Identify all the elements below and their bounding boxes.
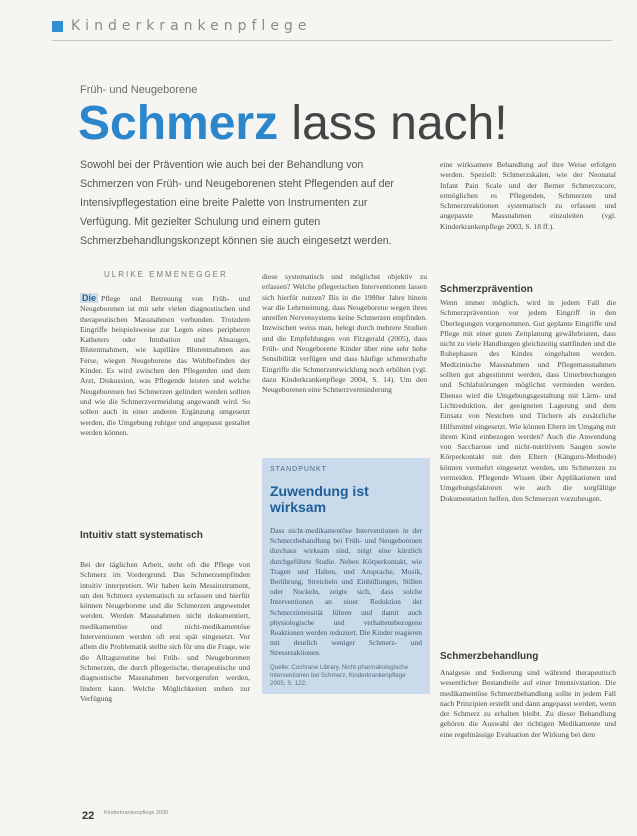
info-box-source: Quelle: Cochrane Library. Nicht-pharmakologische Interventionen bei Schmerz, Kinderkrankenpflege 2005, S. 122. [270, 664, 409, 687]
body-column-1b: Bei der täglichen Arbeit, steht oft die Pflege von Schmerz im Vordergrund. Das Schmerzempfinden intuitiv interpretiert. Wir haben kein Messinstrument, um den Schmerz systematisch zu erfassen und hierfür können Neugeborene und die Schmerzen angewendet werden. Werden Massnahmen nicht dokumentiert, medikamentöse und nicht-medikamentöse Interventionen werden oft erst spät eingesetzt. Vor allem die Problematik stellte sich für uns die Frage, wie die Alltagsroutine bei Früh- und Neugeborenen Schmerzen, die durch pflegerische, therapeutische und diagnostische Massnahmen hervorgerufen werden, lindern kann. Welche Möglichkeiten stehen zur Verfügung [80, 560, 250, 703]
drop-cap: Die [82, 293, 97, 303]
info-box-tag: STANDPUNKT [270, 466, 327, 473]
body-text-1: Pflege und Betreuung von Früh- und Neugeborenen ist mit sehr vielen diagnostischen und therapeutischen Massnahmen verbunden. Trotzdem Eingriffe beispielsweise zur Legen eines peripheren Katheters oder Intubation und Absaugen, Blutentnahmen, wie kapilläre Blutentnahmen aus Ferse, wiegen Neugeborene das Wohlbefinden der Kinder. Es wird zwischen den Pflegenden und dem Arzt, Diskussion, was Pflegende leisten und welche Neugeborenen bei Schmerzen gelindert werden sollten und wie die Schmerzvermeidung angewandt wird. So sollen auch in einer anderen Ergänzung umgesetzt werden, die Umgebung ruhiger und angepasst gestaltet werden können. [80, 294, 250, 437]
article-title [78, 96, 508, 152]
page-number: 22 [82, 810, 95, 822]
subhead-behandlung: Schmerzbehandlung [440, 651, 539, 662]
info-box [262, 458, 430, 694]
section-label: Kinderkrankenpflege [71, 18, 312, 34]
body-column-3c: Analgesie und Sedierung sind während therapeutisch wesentlicher Bestandteile auf einer Intensivstation. Die medikamentöse Schmerzbehandlung sollte in jedem Fall nach Prinzipien erstellt und dann angepasst werden, wenn der Schmerz zu erhalten bleibt. Zu dieser Behandlung gehören die Auswahl der richtigen Medikamente und eine regelmässige Evaluation der Wirkung bei dem [440, 668, 616, 739]
info-box-title: Zuwendung ist wirksam [270, 483, 369, 515]
subhead-intuitiv: Intuitiv statt systematisch [80, 530, 203, 541]
subhead-praevention: Schmerzprävention [440, 284, 533, 295]
header-divider [52, 40, 612, 41]
article-overline: Früh- und Neugeborene [80, 84, 198, 96]
page-footer-meta: Kinderkrankenpflege 2005 [104, 810, 169, 816]
section-square-icon [52, 21, 63, 32]
title-rest: lass nach! [278, 97, 508, 150]
title-highlight: Schmerz [78, 97, 279, 150]
info-box-body: Dass nicht-medikamentöse Interventionen in der Schmerzbehandlung bei Früh- und Neugeborenen durchaus wirksam sind, zeigt eine kürzlich durchgeführte Studie. Neben Körperkontakt, wie Tragen und Halten, und Ansprache, Musik, Berührung, Streicheln und Einhüllungen, Stillen oder Nuckeln, zeigte sich, dass solche Interventionen an einer Reduktion der Schmerzintensität führen und damit auch physiologische und verhaltensbezogene Reaktionen werden reduziert. Die Kinder reagieren mit deutlich weniger Schmerz- und Stressreaktionen. [270, 526, 422, 658]
section-kicker [52, 18, 311, 34]
body-column-3: eine wirksamere Behandlung auf ihre Weise erfolgen werden. Speziell: Schmerzskalen, wie der Neonatal Infant Pain Scale und der Berner Schmerzscore, ermöglichen es Pflegenden, Schmerzen und Schmerzreaktionen systematisch zu erfassen und angepasste Massnahmen einzuleiten (vgl. Kinderkrankenpflege 2003, S. 18 ff.). [440, 160, 616, 231]
body-column-1 [80, 293, 250, 438]
body-column-3b: Wenn immer möglich, wird in jedem Fall die Schmerzprävention vor jedem Eingriff in den Überlegungen vorgenommen. Gut geplante Eingriffe und Pflege mit einer guten Zeitplanung gewährleisten, dass nicht zu viele Handlungen gleichzeitig stattfinden und die Ruhephasen des Kindes eingehalten werden. Medizinische Massnahmen und Pflegemassnahmen sollten gut abgestimmt werden, dass Unterbrechungen und Schlafstörungen möglichst vermieden werden. Ebenso wird die Umgebungsgestaltung mit Lärm- und Lichtreduktion, der geeigneten Lagerung und dem Einsatz von Nestchen und Tüchern als zusätzliche Hilfsmittel eingesetzt. Wie können Eltern im Umgang mit ihrem Kind einbezogen werden? Auch die Anwendung von Saccharose und nicht-nutritivem Saugen sowie Körperkontakt mit den Eltern (Känguru-Methode) können vermehrt eingesetzt werden, um Schmerzen zu vermeiden. Pflegende Wissen über Applikationen und Umgebungsfaktoren wie auch die sorgfältige Dokumentation helfen, den Schmerzen vorzubeugen. [440, 298, 616, 503]
article-lead: Sowohl bei der Prävention wie auch bei der Behandlung von Schmerzen von Früh- und Neugeborenen steht Pflegenden auf der Intensivpflegestation eine breite Palette von Instrumenten zur Verfügung. Mit gezielter Schulung und einem guten Schmerzbehandlungskonzept können sie auch eingesetzt werden. [80, 159, 394, 247]
author-byline: ULRIKE EMMENEGGER [104, 270, 228, 279]
body-column-2: diese systematisch und möglichst objektiv zu erfassen? Welche pflegerischen Interventionen lassen sich hierfür nutzen? Bis in die 1980er Jahre hinein war die Lehrmeinung, dass Neugeborene wegen ihres unreifen Nervensystems keine Schmerzen empfinden. Inzwischen weiss man, belegt durch mehrere Studien und die Empfehlungen von Fitzgerald (2005), dass Früh- und Neugeborene Kinder über eine sehr hohe Sensibilität verfügen und dass häufige schmerzhafte Eingriffe die Schmerzentwicklung noch erhöhen (vgl. dazu Kinderkrankenpflege 2004, S. 14). Um den Neugeborenen eine Schmerzverminderung [262, 272, 427, 395]
